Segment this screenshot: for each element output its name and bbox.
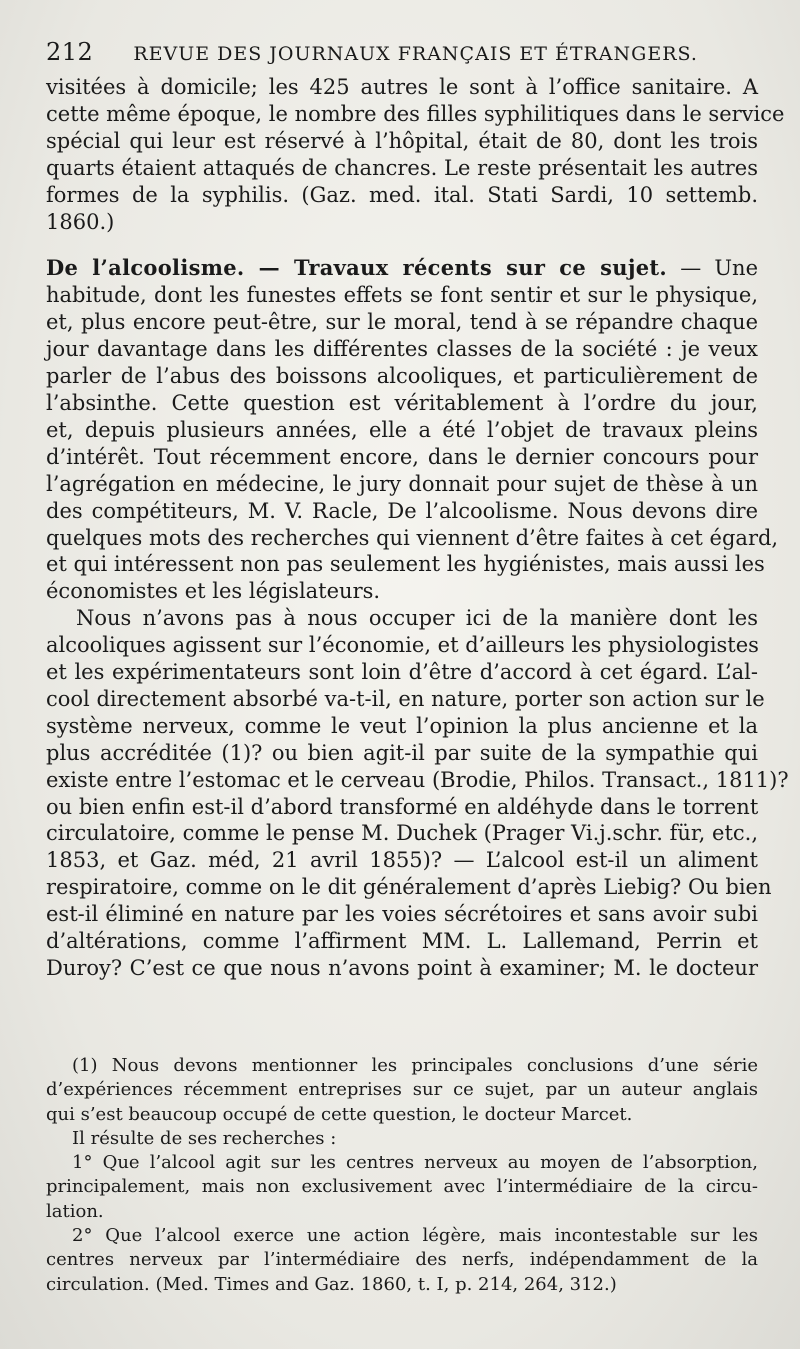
footnote-line: (1) Nous devons mentionner les principales conclusions d’une série [72, 1055, 758, 1076]
text-line: quarts étaient attaqués de chancres. Le reste présentait les autres [46, 155, 758, 180]
text-line: circulatoire, comme le pense M. Duchek (Prager Vi.j.schr. für, etc., [46, 821, 758, 846]
text-line: et, plus encore peut-être, sur le moral, tend à se répandre chaque [46, 310, 758, 335]
text-line: respiratoire, comme on le dit généralement d’après Liebig? Ou bien [46, 875, 772, 900]
paragraph-syphilis [46, 74, 785, 235]
page-number: 212 [46, 38, 94, 66]
text-line: spécial qui leur est réservé à l’hôpital, était de 80, dont les trois [46, 128, 758, 153]
text-line: et qui intéressent non pas seulement les hygiénistes, mais aussi les [46, 552, 765, 577]
footnotes [46, 1054, 758, 1297]
text-line: ou bien enfin est-il d’abord transformé en aldéhyde dans le torrent [46, 794, 759, 819]
text-line: quelques mots des recherches qui viennent d’être faites à cet égard, [46, 525, 779, 550]
footnote-line: d’expériences récemment entreprises sur ce sujet, par un auteur anglais [46, 1079, 758, 1101]
text-line: des compétiteurs, M. V. Racle, De l’alcoolisme. Nous devons dire [46, 498, 758, 523]
footnote-line: 1° Que l’alcool agit sur les centres nerveux au moyen de l’absorption, [72, 1152, 758, 1174]
text-line: et, depuis plusieurs années, elle a été l’objet de travaux pleins [46, 417, 758, 442]
running-title: REVUE DES JOURNAUX FRANÇAIS ET ÉTRANGERS. [133, 43, 698, 65]
text-line: 1853, et Gaz. méd, 21 avril 1855)? — L’alcool est-il un aliment [46, 848, 758, 873]
section-alcoolisme [46, 255, 779, 605]
text-line: plus accréditée (1)? ou bien agit-il par suite de la sympathie qui [46, 740, 758, 765]
footnote-line: circulation. (Med. Times and Gaz. 1860, t. I, p. 214, 264, 312.) [46, 1273, 617, 1295]
text-line: économistes et les législateurs. [46, 579, 381, 604]
text-line: formes de la syphilis. (Gaz. med. ital. Stati Sardi, 10 settemb. [46, 182, 758, 207]
text-line: et les expérimentateurs sont loin d’être d’accord à cet égard. L’al- [46, 660, 758, 685]
text-line: habitude, dont les funestes effets se font sentir et sur le physique, [46, 283, 758, 308]
footnote-line: 2° Que l’alcool exerce une action légère, mais incontestable sur les [72, 1225, 758, 1247]
text-line: cool directement absorbé va-t-il, en nature, porter son action sur le [46, 686, 765, 711]
text-line: est-il éliminé en nature par les voies sécrétoires et sans avoir subi [46, 902, 758, 927]
main-text [46, 74, 789, 982]
text-line: d’intérêt. Tout récemment encore, dans le dernier concours pour [46, 444, 758, 469]
text-line: Nous n’avons pas à nous occuper ici de la manière dont les [76, 606, 758, 631]
section-first-line: De l’alcoolisme. — Travaux récents sur ce sujet. — Une [46, 255, 759, 281]
text-line: l’agrégation en médecine, le jury donnait pour sujet de thèse à un [46, 471, 758, 496]
section-heading: De l’alcoolisme. — Travaux récents sur ce sujet. [46, 255, 668, 281]
text-line: 1860.) [46, 209, 115, 234]
text-line: existe entre l’estomac et le cerveau (Brodie, Philos. Transact., 1811)? [46, 767, 789, 792]
text-line: d’altérations, comme l’affirment MM. L. Lallemand, Perrin et [46, 929, 758, 954]
text-line: Duroy? C’est ce que nous n’avons point à examiner; M. le docteur [46, 956, 758, 980]
text-line: visitées à domicile; les 425 autres le sont à l’office sanitaire. A [46, 75, 758, 99]
text-line: cette même époque, le nombre des filles syphilitiques dans le service [46, 101, 785, 126]
text-line: système nerveux, comme le veut l’opinion la plus ancienne et la [46, 713, 758, 738]
text-line: alcooliques agissent sur l’économie, et d’ailleurs les physiologistes [46, 633, 759, 658]
page-header [46, 38, 758, 74]
paragraph-physiology [46, 605, 789, 982]
text-line: l’absinthe. Cette question est véritablement à l’ordre du jour, [46, 390, 758, 415]
footnote-line: principalement, mais non exclusivement avec l’intermédiaire de la circu- [46, 1176, 758, 1198]
text-line: jour davantage dans les différentes classes de la société : je veux [46, 337, 758, 362]
footnote-line: Il résulte de ses recherches : [72, 1127, 337, 1149]
footnote-line: centres nerveux par l’intermédiaire des nerfs, indépendamment de la [46, 1249, 758, 1271]
footnote-line: qui s’est beaucoup occupé de cette question, le docteur Marcet. [46, 1103, 633, 1125]
text-line: parler de l’abus des boissons alcooliques, et particulièrement de [46, 364, 758, 389]
footnote-line: lation. [46, 1200, 104, 1222]
